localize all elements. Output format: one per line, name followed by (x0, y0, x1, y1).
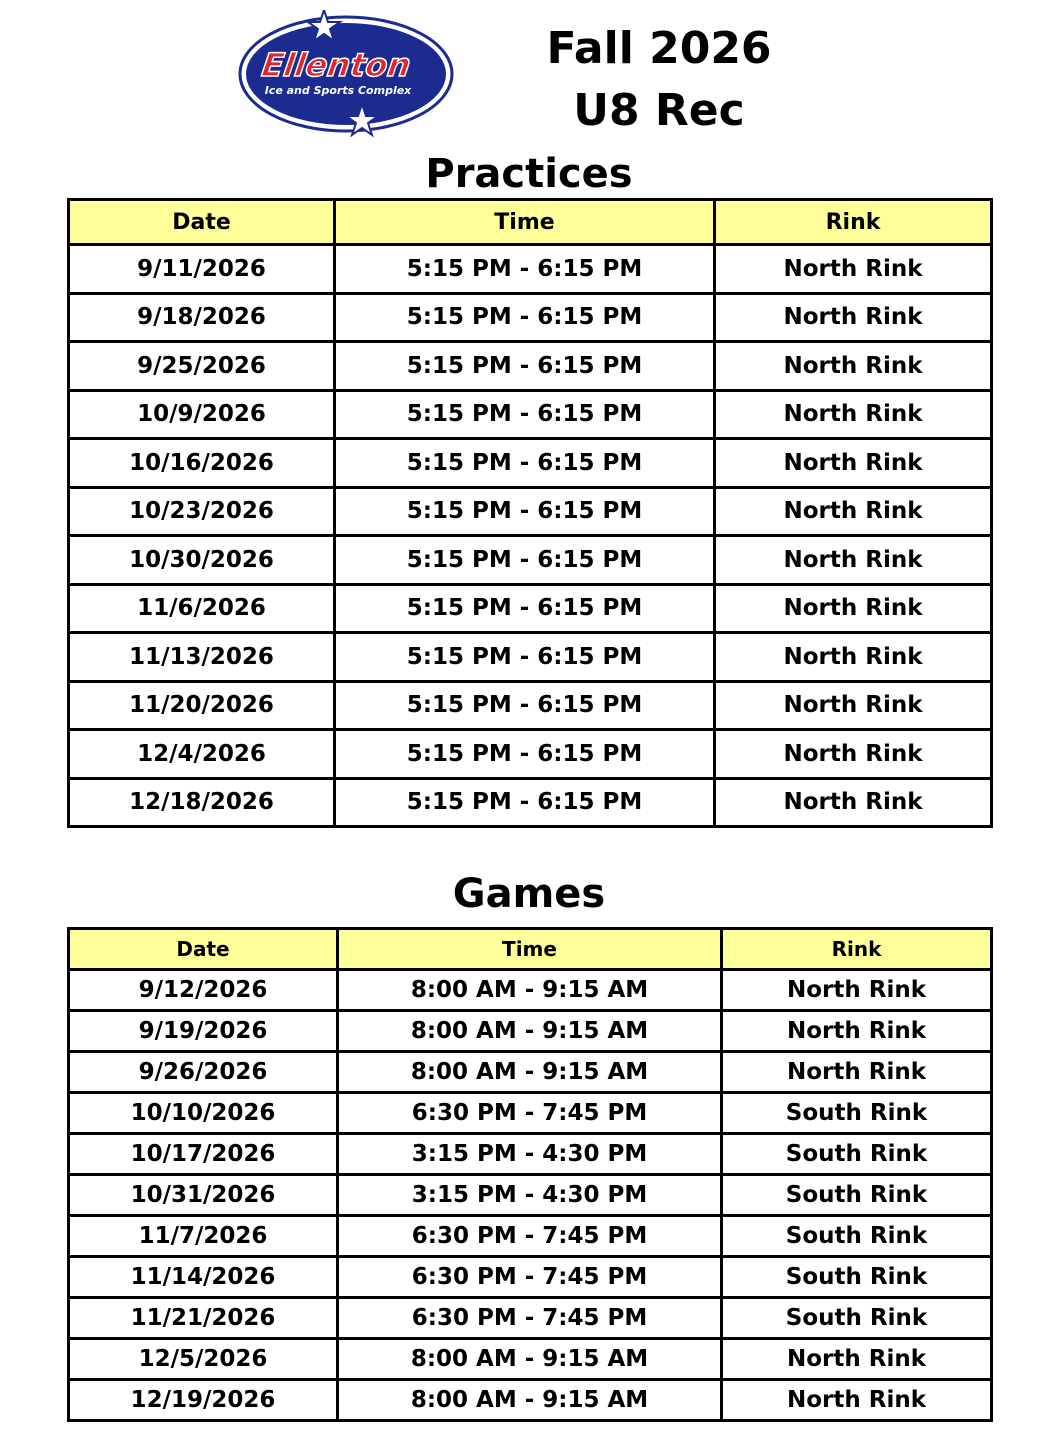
time-cell: 5:15 PM - 6:15 PM (335, 730, 715, 779)
date-cell: 10/10/2026 (69, 1093, 338, 1134)
practices-table (67, 198, 993, 828)
date-cell: 10/30/2026 (69, 536, 335, 585)
column-header-date: Date (69, 929, 338, 970)
table-row (69, 245, 992, 294)
date-cell: 11/14/2026 (69, 1257, 338, 1298)
column-header-rink: Rink (722, 929, 992, 970)
time-cell: 5:15 PM - 6:15 PM (335, 439, 715, 488)
time-cell: 5:15 PM - 6:15 PM (335, 681, 715, 730)
rink-cell: North Rink (722, 1339, 992, 1380)
time-cell: 6:30 PM - 7:45 PM (338, 1298, 722, 1339)
rink-cell: North Rink (715, 487, 992, 536)
rink-cell: South Rink (722, 1298, 992, 1339)
table-row (69, 1380, 992, 1421)
time-cell: 5:15 PM - 6:15 PM (335, 778, 715, 827)
rink-cell: North Rink (722, 1052, 992, 1093)
table-row (69, 1134, 992, 1175)
table-row (69, 1257, 992, 1298)
rink-cell: South Rink (722, 1093, 992, 1134)
time-cell: 6:30 PM - 7:45 PM (338, 1216, 722, 1257)
table-row (69, 778, 992, 827)
table-row (69, 536, 992, 585)
table-row (69, 1011, 992, 1052)
table-row (69, 1216, 992, 1257)
logo-tagline: Ice and Sports Complex (264, 84, 412, 97)
rink-cell: North Rink (715, 536, 992, 585)
date-cell: 12/5/2026 (69, 1339, 338, 1380)
time-cell: 5:15 PM - 6:15 PM (335, 487, 715, 536)
date-cell: 9/12/2026 (69, 970, 338, 1011)
time-cell: 5:15 PM - 6:15 PM (335, 536, 715, 585)
rink-cell: North Rink (715, 245, 992, 294)
rink-cell: North Rink (715, 342, 992, 391)
date-cell: 11/6/2026 (69, 584, 335, 633)
time-cell: 6:30 PM - 7:45 PM (338, 1093, 722, 1134)
table-header-row (69, 200, 992, 245)
table-row (69, 970, 992, 1011)
time-cell: 5:15 PM - 6:15 PM (335, 342, 715, 391)
games-table (67, 927, 993, 1422)
rink-cell: North Rink (715, 439, 992, 488)
date-cell: 12/18/2026 (69, 778, 335, 827)
division-title: U8 Rec (573, 85, 745, 136)
date-cell: 10/16/2026 (69, 439, 335, 488)
table-row (69, 1298, 992, 1339)
table-row (69, 730, 992, 779)
rink-cell: South Rink (722, 1134, 992, 1175)
date-cell: 9/26/2026 (69, 1052, 338, 1093)
time-cell: 5:15 PM - 6:15 PM (335, 390, 715, 439)
time-cell: 8:00 AM - 9:15 AM (338, 1380, 722, 1421)
schedule-title (520, 18, 798, 142)
time-cell: 6:30 PM - 7:45 PM (338, 1257, 722, 1298)
time-cell: 5:15 PM - 6:15 PM (335, 633, 715, 682)
table-header-row (69, 929, 992, 970)
rink-cell: North Rink (715, 390, 992, 439)
rink-cell: South Rink (722, 1216, 992, 1257)
column-header-rink: Rink (715, 200, 992, 245)
table-row (69, 487, 992, 536)
date-cell: 10/31/2026 (69, 1175, 338, 1216)
rink-cell: North Rink (715, 633, 992, 682)
ellenton-logo (232, 10, 454, 138)
time-cell: 8:00 AM - 9:15 AM (338, 970, 722, 1011)
date-cell: 10/23/2026 (69, 487, 335, 536)
logo-wordmark: Ellenton (259, 46, 414, 84)
rink-cell: North Rink (715, 584, 992, 633)
rink-cell: North Rink (722, 1011, 992, 1052)
table-row (69, 439, 992, 488)
column-header-date: Date (69, 200, 335, 245)
time-cell: 5:15 PM - 6:15 PM (335, 245, 715, 294)
date-cell: 9/25/2026 (69, 342, 335, 391)
date-cell: 10/9/2026 (69, 390, 335, 439)
season-title: Fall 2026 (546, 23, 772, 74)
time-cell: 8:00 AM - 9:15 AM (338, 1339, 722, 1380)
time-cell: 3:15 PM - 4:30 PM (338, 1175, 722, 1216)
column-header-time: Time (338, 929, 722, 970)
date-cell: 9/19/2026 (69, 1011, 338, 1052)
table-row (69, 681, 992, 730)
time-cell: 8:00 AM - 9:15 AM (338, 1052, 722, 1093)
date-cell: 11/7/2026 (69, 1216, 338, 1257)
date-cell: 12/19/2026 (69, 1380, 338, 1421)
time-cell: 5:15 PM - 6:15 PM (335, 293, 715, 342)
rink-cell: North Rink (715, 778, 992, 827)
table-row (69, 1175, 992, 1216)
time-cell: 5:15 PM - 6:15 PM (335, 584, 715, 633)
table-row (69, 293, 992, 342)
date-cell: 9/11/2026 (69, 245, 335, 294)
date-cell: 11/20/2026 (69, 681, 335, 730)
rink-cell: South Rink (722, 1175, 992, 1216)
rink-cell: North Rink (715, 730, 992, 779)
rink-cell: North Rink (715, 681, 992, 730)
date-cell: 12/4/2026 (69, 730, 335, 779)
time-cell: 3:15 PM - 4:30 PM (338, 1134, 722, 1175)
rink-cell: North Rink (722, 1380, 992, 1421)
rink-cell: North Rink (715, 293, 992, 342)
date-cell: 11/13/2026 (69, 633, 335, 682)
column-header-time: Time (335, 200, 715, 245)
table-row (69, 342, 992, 391)
games-heading: Games (452, 871, 606, 917)
time-cell: 8:00 AM - 9:15 AM (338, 1011, 722, 1052)
table-row (69, 584, 992, 633)
rink-cell: South Rink (722, 1257, 992, 1298)
table-row (69, 1339, 992, 1380)
date-cell: 11/21/2026 (69, 1298, 338, 1339)
practices-heading: Practices (425, 151, 633, 197)
table-row (69, 1093, 992, 1134)
rink-cell: North Rink (722, 970, 992, 1011)
table-row (69, 1052, 992, 1093)
table-row (69, 390, 992, 439)
table-row (69, 633, 992, 682)
date-cell: 9/18/2026 (69, 293, 335, 342)
date-cell: 10/17/2026 (69, 1134, 338, 1175)
